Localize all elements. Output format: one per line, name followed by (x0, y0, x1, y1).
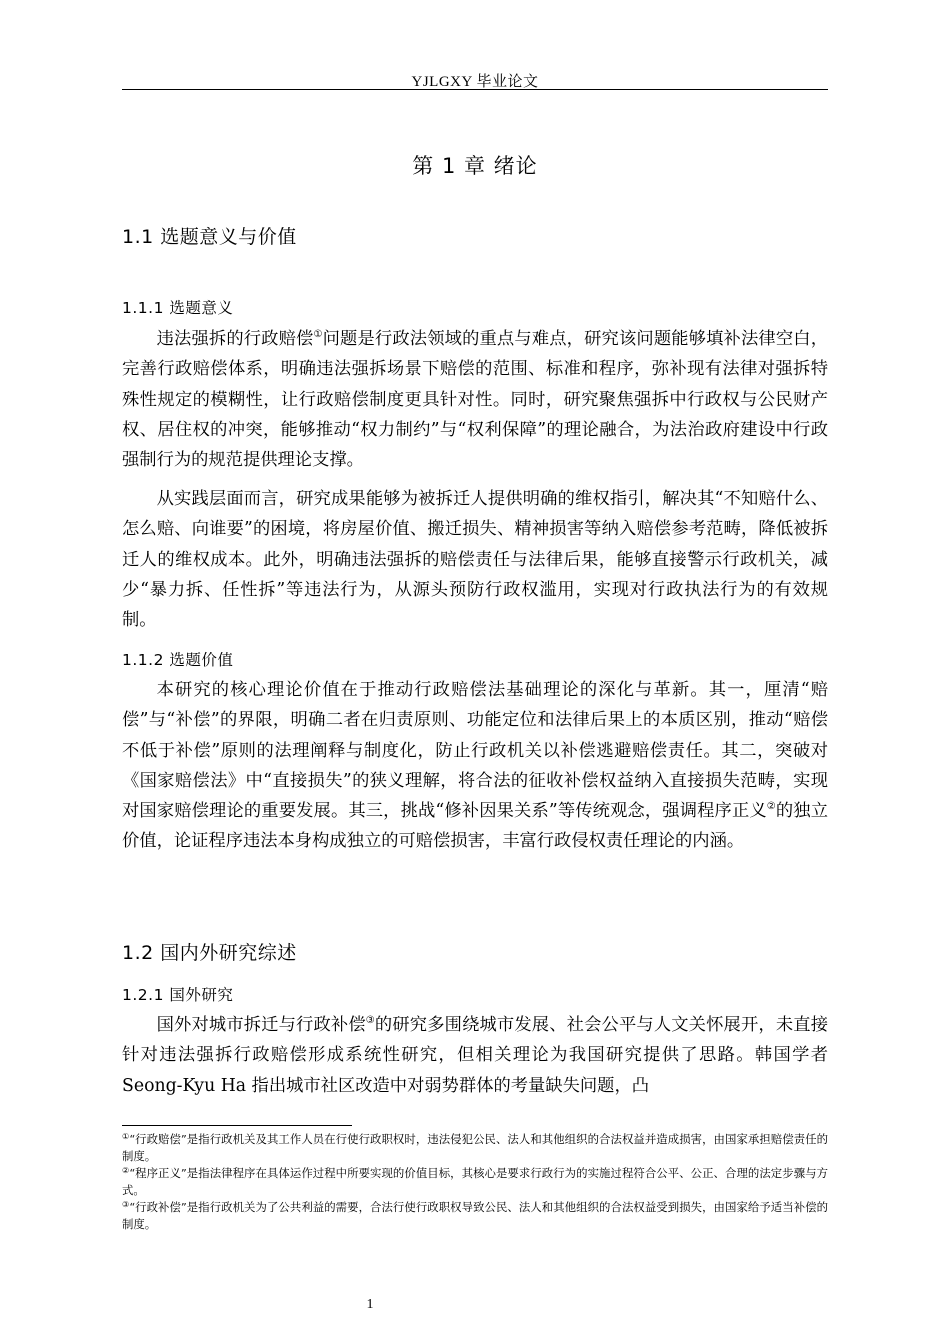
footnotes (122, 1131, 828, 1233)
paragraph-significance-1 (122, 324, 828, 475)
chapter-title: 第 1 章 绪论 (412, 154, 538, 178)
paragraph-text: 的独立价值，论证程序违法本身构成独立的可赔偿损害，丰富行政侵权责任理论的内涵。 (122, 801, 828, 852)
footnote-text: “程序正义”是指法律程序在具体运作过程中所要实现的价值目标，其核心是要求行政行为的实施过程符合公平、公正、合理的法定步骤与方式。 (122, 1166, 828, 1197)
footnote-ref-3[interactable]: ③ (365, 1015, 375, 1026)
paragraph-text: 问题是行政法领域的重点与难点，研究该问题能够填补法律空白，完善行政赔偿体系，明确违法强拆场景下赔偿的范围、标准和程序，弥补现有法律对强拆特殊性规定的模糊性，让行政赔偿制度更具针对性。同时，研究聚焦强拆中行政权与公民财产权、居住权的冲突，能够推动“权力制约”与“权利保障”的理论融合，为法治政府建设中行政强制行为的规范提供理论支撑。 (122, 329, 828, 471)
footnote-separator (122, 1125, 352, 1126)
footnote-mark: ① (122, 1132, 130, 1141)
footnote-ref-1[interactable]: ① (313, 329, 323, 340)
paragraph-text: 违法强拆的行政赔偿 (156, 329, 314, 349)
paragraph-text: 本研究的核心理论价值在于推动行政赔偿法基础理论的深化与革新。其一，厘清“赔偿”与“补偿”的界限，明确二者在归责原则、功能定位和法律后果上的本质区别，推动“赔偿不低于补偿”原则的法理阐释与制度化，防止行政机关以补偿逃避赔偿责任。其二，突破对《国家赔偿法》中“直接损失”的狭义理解，将合法的征收补偿权益纳入直接损失范畴，实现对国家赔偿理论的重要发展。其三，挑战“修补因果关系”等传统观念，强调程序正义 (122, 680, 828, 822)
paragraph-foreign-research-1 (122, 1010, 828, 1101)
paragraph-text: 的研究多围绕城市发展、社会公平与人文关怀展开，未直接针对违法强拆行政赔偿形成系统性研究，但相关理论为我国研究提供了思路。韩国学者 Seong-Kyu Ha 指出城市社区改造中对弱势群体的考量缺失问题，凸 (122, 1015, 828, 1096)
subsection-heading-1-2-1: 1.2.1 国外研究 (122, 986, 234, 1004)
header-rule (122, 89, 828, 90)
section-heading-1-1: 1.1 选题意义与价值 (122, 226, 297, 248)
paragraph-text: 国外对城市拆迁与行政补偿 (156, 1015, 366, 1035)
subsection-heading-1-1-1: 1.1.1 选题意义 (122, 299, 234, 317)
footnote-1 (122, 1131, 828, 1164)
footnote-text: “行政补偿”是指行政机关为了公共利益的需要，合法行使行政职权导致公民、法人和其他组织的合法权益受到损失，由国家给予适当补偿的制度。 (122, 1200, 828, 1231)
section-heading-1-2: 1.2 国内外研究综述 (122, 942, 297, 964)
footnote-2 (122, 1165, 828, 1198)
subsection-heading-1-1-2: 1.1.2 选题价值 (122, 651, 234, 669)
running-header: YJLGXY 毕业论文 (411, 74, 539, 90)
footnote-3 (122, 1199, 828, 1232)
paragraph-significance-2: 从实践层面而言，研究成果能够为被拆迁人提供明确的维权指引，解决其“不知赔什么、怎么赔、向谁要”的困境，将房屋价值、搬迁损失、精神损害等纳入赔偿参考范畴，降低被拆迁人的维权成本。此外，明确违法强拆的赔偿责任与法律后果，能够直接警示行政机关，减少“暴力拆、任性拆”等违法行为，从源头预防行政权滥用，实现对行政执法行为的有效规制。 (122, 489, 828, 631)
footnote-mark: ② (122, 1166, 130, 1175)
footnote-ref-2[interactable]: ② (766, 801, 776, 813)
paragraph-value-1 (122, 675, 828, 857)
page-number: 1 (366, 1297, 374, 1312)
footnote-text: “行政赔偿”是指行政机关及其工作人员在行使行政职权时，违法侵犯公民、法人和其他组织的合法权益并造成损害，由国家承担赔偿责任的制度。 (122, 1132, 828, 1163)
footnote-mark: ③ (122, 1200, 130, 1209)
